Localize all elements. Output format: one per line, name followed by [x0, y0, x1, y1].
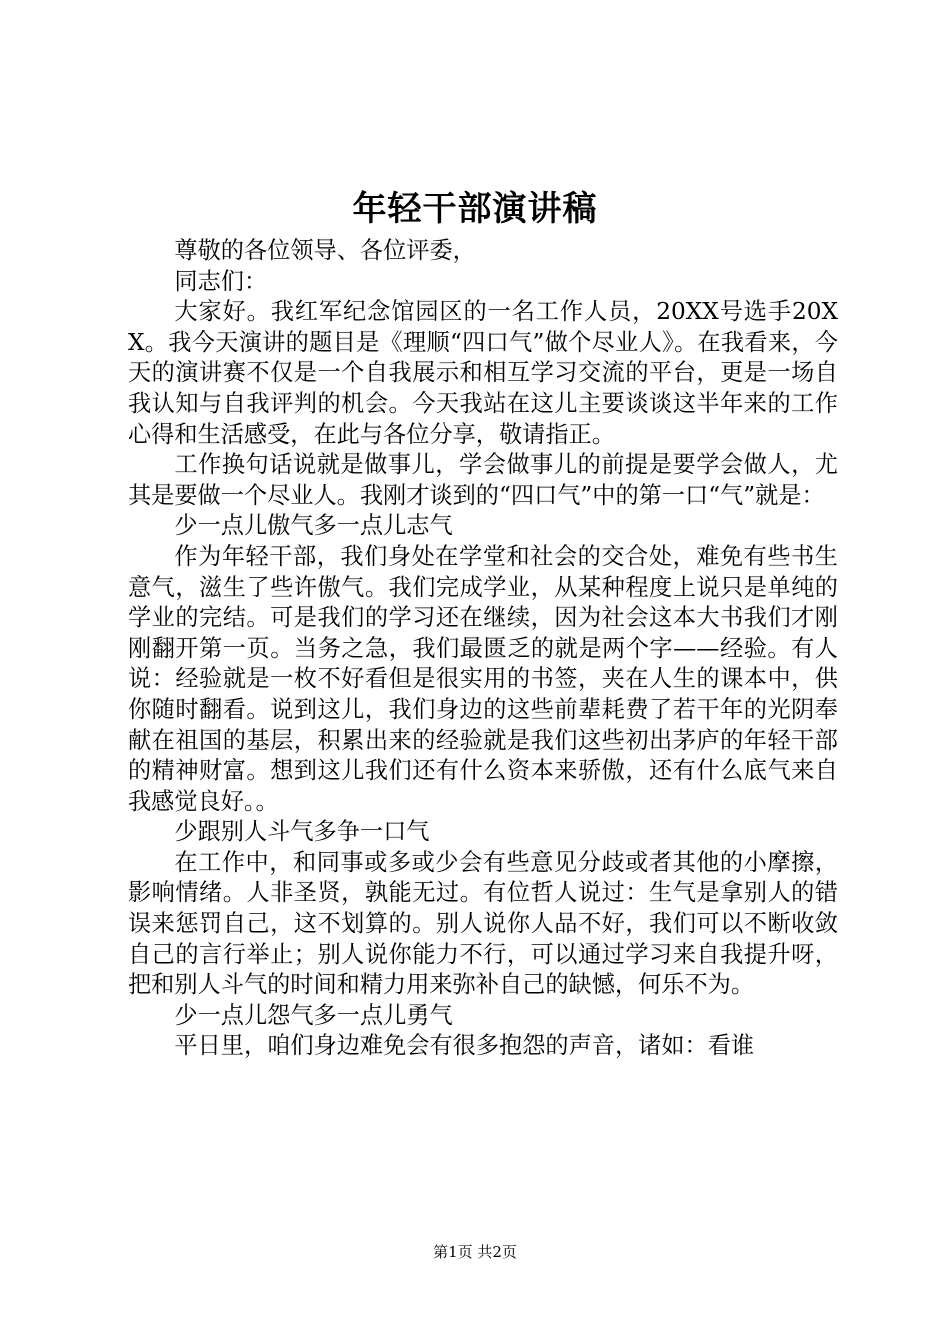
- body-paragraph: 平日里，咱们身边难免会有很多抱怨的声音，诸如：看谁: [174, 1032, 755, 1060]
- page-number-footer: 第1页 共2页: [433, 1243, 517, 1261]
- body-paragraph: 在工作中，和同事或多或少会有些意见分歧或者其他的小摩擦，影响情绪。人非圣贤，孰能无过。有位哲人说过：生气是拿别人的错误来惩罚自己，这不划算的。别人说你人品不好，我们可以不断收敛自己的言行举止；别人说你能力不行，可以通过学习来自我提升呀，把和别人斗气的时间和精力用来弥补自己的缺憾，何乐不为。: [128, 848, 838, 999]
- salutation-paragraph: 同志们：: [174, 267, 268, 295]
- section-heading: 少一点儿傲气多一点儿志气: [174, 512, 453, 540]
- body-paragraph: 大家好。我红军纪念馆园区的一名工作人员，20XX号选手20XX。我今天演讲的题目是《理顺“四口气”做个尽业人》。在我看来，今天的演讲赛不仅是一个自我展示和相互学习交流的平台，更是一场自我认知与自我评判的机会。今天我站在这儿主要谈谈这半年来的工作心得和生活感受，在此与各位分享，敬请指正。: [128, 298, 838, 448]
- document-title: 年轻干部演讲稿: [352, 189, 598, 229]
- section-heading: 少跟别人斗气多争一口气: [174, 818, 430, 846]
- document-body: [128, 236, 838, 1062]
- section-heading: 少一点儿怨气多一点儿勇气: [174, 1001, 453, 1029]
- salutation-paragraph: 尊敬的各位领导、各位评委，: [174, 237, 476, 264]
- body-paragraph: 作为年轻干部，我们身处在学堂和社会的交合处，难免有些书生意气，滋生了些许傲气。我们完成学业，从某种程度上说只是单纯的学业的完结。可是我们的学习还在继续，因为社会这本大书我们才刚刚翻开第一页。当务之急，我们最匮乏的就是两个字——经验。有人说：经验就是一枚不好看但是很实用的书签，夹在人生的课本中，供你随时翻看。说到这儿，我们身边的这些前辈耗费了若干年的光阴奉献在祖国的基层，积累出来的经验就是我们这些初出茅庐的年轻干部的精神财富。想到这儿我们还有什么资本来骄傲，还有什么底气来自我感觉良好。。: [128, 542, 838, 815]
- body-paragraph: 工作换句话说就是做事儿，学会做事儿的前提是要学会做人，尤其是要做一个尽业人。我刚才谈到的“四口气”中的第一口“气”就是：: [128, 451, 838, 509]
